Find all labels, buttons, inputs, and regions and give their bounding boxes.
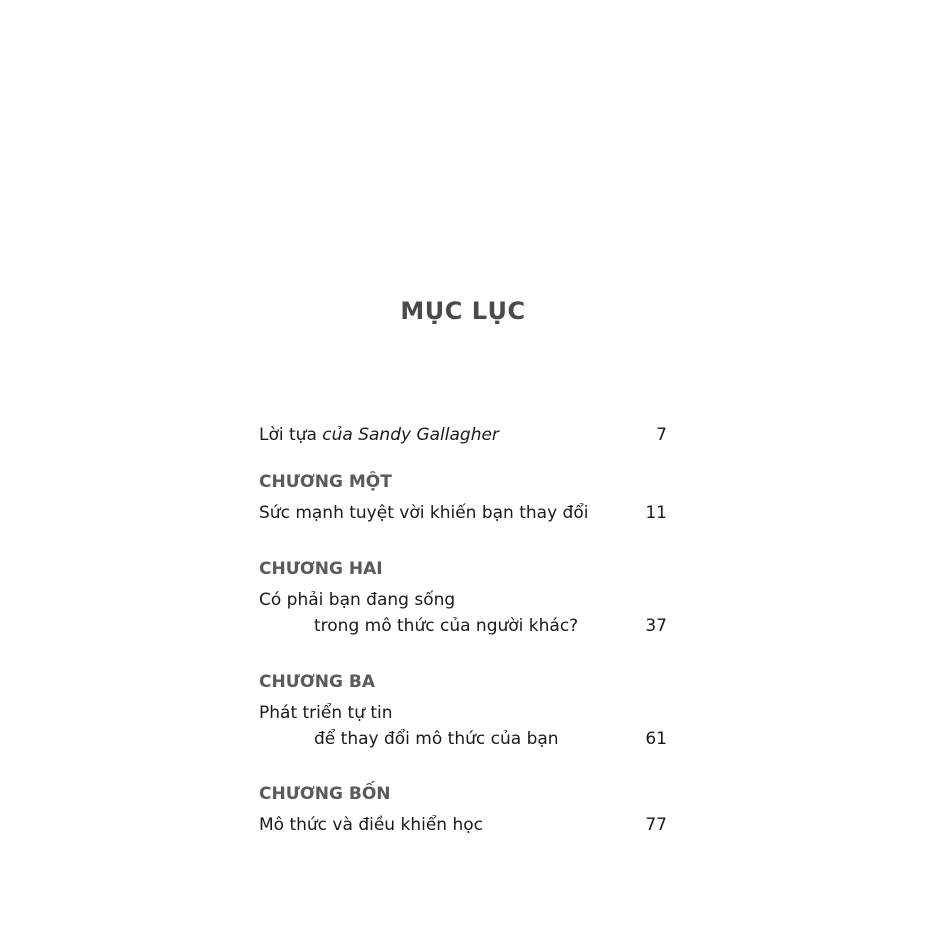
- chapter-label: CHƯƠNG BA: [259, 672, 375, 692]
- toc-entry-title: [259, 423, 499, 447]
- toc-entry-title: Có phải bạn đang sống: [259, 590, 456, 610]
- toc-entry-preface[interactable]: [259, 423, 667, 447]
- toc-entry-chapter-3-line-1[interactable]: [259, 701, 667, 725]
- table-of-contents: [259, 0, 667, 926]
- toc-entry-title: Sức mạnh tuyệt vời khiến bạn thay đổi: [259, 503, 589, 523]
- toc-page-number: 61: [645, 729, 667, 749]
- toc-entry-chapter-3-line-2[interactable]: [259, 727, 667, 751]
- toc-entry-title-continued: trong mô thức của người khác?: [314, 616, 579, 636]
- preface-author: của Sandy Gallagher: [322, 425, 499, 445]
- toc-entry-title: Mô thức và điều khiển học: [259, 815, 483, 835]
- toc-entry-chapter-2-line-1[interactable]: [259, 588, 667, 612]
- preface-label: Lời tựa: [259, 425, 317, 445]
- toc-entry-chapter-2-line-2[interactable]: [259, 614, 667, 638]
- page-title: MỤC LỤC: [400, 297, 526, 325]
- toc-page-number: 11: [645, 503, 667, 523]
- chapter-label: CHƯƠNG MỘT: [259, 472, 392, 492]
- chapter-label: CHƯƠNG HAI: [259, 559, 383, 579]
- toc-page-number: 7: [656, 425, 667, 445]
- toc-page-number: 37: [645, 616, 667, 636]
- chapter-label: CHƯƠNG BỐN: [259, 784, 391, 804]
- toc-entry-chapter-4[interactable]: [259, 813, 667, 837]
- toc-entry-title: Phát triển tự tin: [259, 703, 393, 723]
- toc-entry-title-continued: để thay đổi mô thức của bạn: [314, 729, 559, 749]
- toc-entry-chapter-1[interactable]: [259, 501, 667, 525]
- toc-page-number: 77: [645, 815, 667, 835]
